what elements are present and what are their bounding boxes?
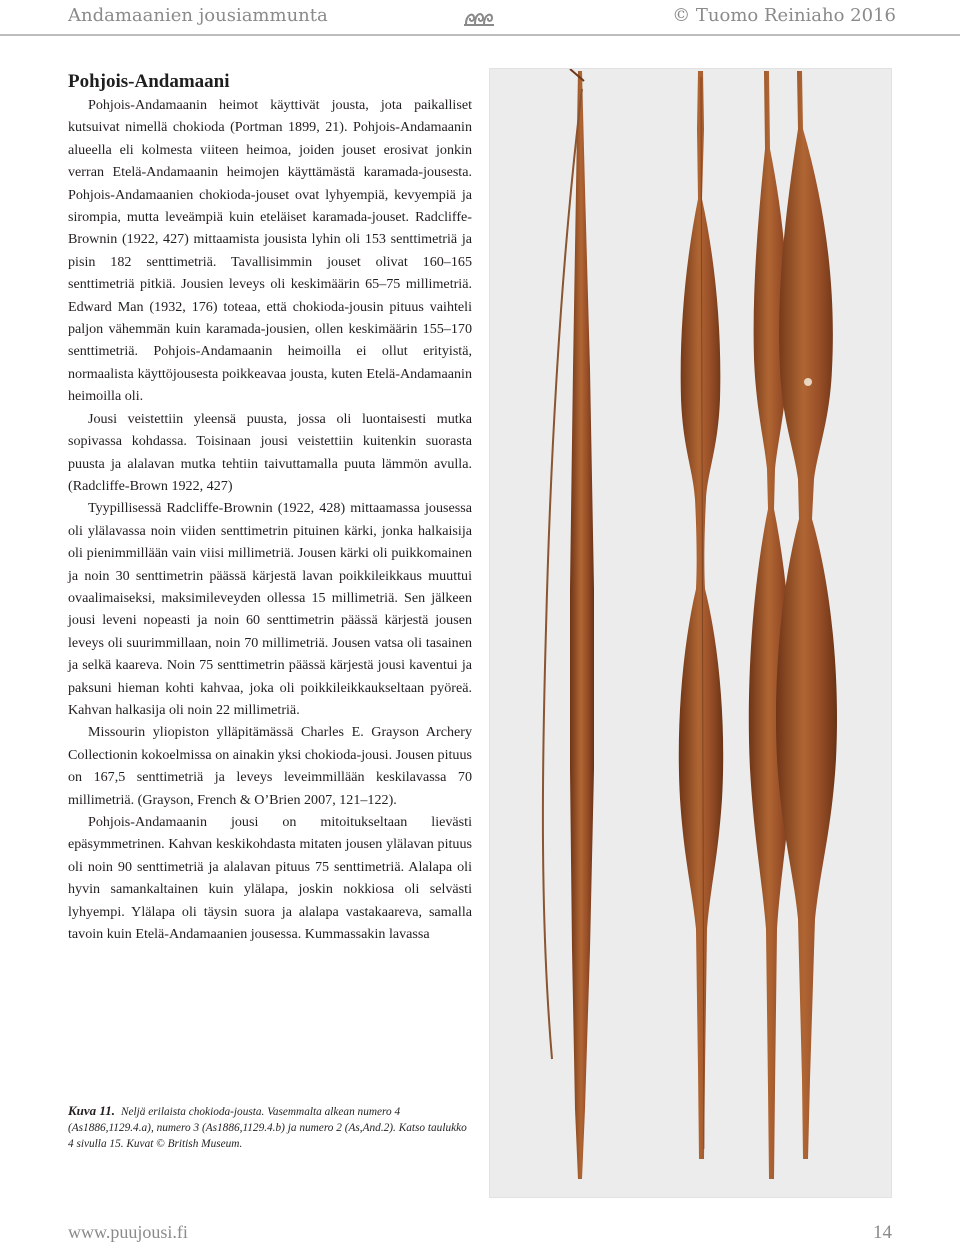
paragraph: Pohjois-Andamaanin jousi on mitoitukseltaan lievästi epäsymmetrinen. Kahvan keskikohdasta mitaten jousen ylälavan pituus oli noin 90 senttimetriä ja alalavan pituus 75 senttimetriä. Alalapa oli hyvin samankaltainen kuin ylälapa, joskin nokkiosa oli selvästi lyhyempi. Ylälapa oli täysin suora ja alalapa vastakaareva, samalla tavoin kuin Etelä-Andamaanien jousessa. Kummassakin lavassa <box>68 814 472 943</box>
paragraph: Jousi veistettiin yleensä puusta, jossa oli luontaisesti mutka sopivassa kohdassa. Toisinaan jousi veistettiin kuitenkin suorasta puusta ja alalavan mutka tehtiin taivuttamalla puuta lämmön avulla. (Radcliffe-Brown 1922, 427) <box>68 410 472 494</box>
page-number: 14 <box>873 1222 892 1243</box>
article-text <box>68 70 472 945</box>
bows-photograph <box>489 68 892 1198</box>
caption-text: Neljä erilaista chokioda-jousta. Vasemmalta alkean numero 4 (As1886,1129.4.a), numero 3 (As1886,1129.4.b) ja numero 2 (As,And.2). Katso taulukko 4 sivulla 15. Kuvat © British Museum. <box>68 1106 467 1150</box>
paragraph: Missourin yliopiston ylläpitämässä Charles E. Grayson Archery Collectionin kokoelmissa on ainakin yksi chokioda-jousi. Jousen pituus on 167,5 senttimetriä ja leveys leveimmillään keskilavassa 70 millimetriä. (Grayson, French & O’Brien 2007, 121–122). <box>68 724 472 808</box>
bow-1 <box>543 69 594 1179</box>
footer-url[interactable]: www.puujousi.fi <box>68 1222 188 1242</box>
figure-caption <box>68 1103 472 1152</box>
section-heading: Pohjois-Andamaani <box>68 71 230 92</box>
header-copyright: © Tuomo Reiniaho 2016 <box>672 5 896 26</box>
paragraph: Tyypillisessä Radcliffe-Brownin (1922, 428) mittaamassa jousessa oli ylälavassa noin viiden senttimetrin pituinen kärki, jonka halkaisija oli pienimmillään vain viisi millimetriä. Jousen kärki oli puikkomainen ja noin 30 senttimetrin päässä kärjestä lavan poikkileikkaus muuttui ovaalimaiseksi, maksimileveyden ollessa 15 millimetriä. Sen jälkeen jousi leveni nopeasti ja noin 60 senttimetrin päässä kärjestä jousen leveys oli suurimmillaan, noin 70 millimetriä. Jousen vatsa oli tasainen ja selkä kaareva. Noin 75 senttimetrin päässä kärjestä jousi kaventui ja paksuni hieman kohti kahvaa, joka oli poikkileikkaukseltaan pyöreä. Kahvan halkasija oli noin 22 millimetriä. <box>68 500 472 718</box>
header-title: Andamaanien jousiammunta <box>68 5 328 26</box>
bow-2 <box>679 71 723 1159</box>
header-rule <box>0 34 960 36</box>
page-header <box>0 0 960 38</box>
caption-label: Kuva 11. <box>68 1103 115 1118</box>
bow-4 <box>776 71 837 1159</box>
paragraph: Pohjois-Andamaanin heimot käyttivät jousta, jota paikalliset kutsuivat nimellä chokioda (Portman 1899, 21). Pohjois-Andamaanin alueella eli kolmesta viiteen heimoa, joiden jouset erosivat jonkin verran Etelä-Andamaanin heimojen käyttämästä karamada-jousesta. Pohjois-Andamaanien chokioda-jouset ovat lyhyempiä, kevyempiä ja sirompia, mutta leveämpiä kuin eteläiset karamada-jouset. Radcliffe-Brownin (1922, 427) mittaamista jousista lyhin oli 153 senttimetriä ja pisin 182 senttimetriä. Tavallisimmin jouset olivat 160–165 senttimetriä pitkiä. Jousien leveys oli keskimäärin 65–75 millimetriä. Edward Man (1932, 176) toteaa, että chokioda-jousin pituus vaihteli paljon vähemmän kuin karamada-jousien, ollen keskimäärin 155–170 senttimetriä. Pohjois-Andamaanin heimoilla ei ollut erityistä, normaalista käyttöjousesta poikkeavaa jousta, kuten Etelä-Andamaanin heimoilla oli. <box>68 97 472 405</box>
spiral-ornament-icon <box>462 6 496 32</box>
